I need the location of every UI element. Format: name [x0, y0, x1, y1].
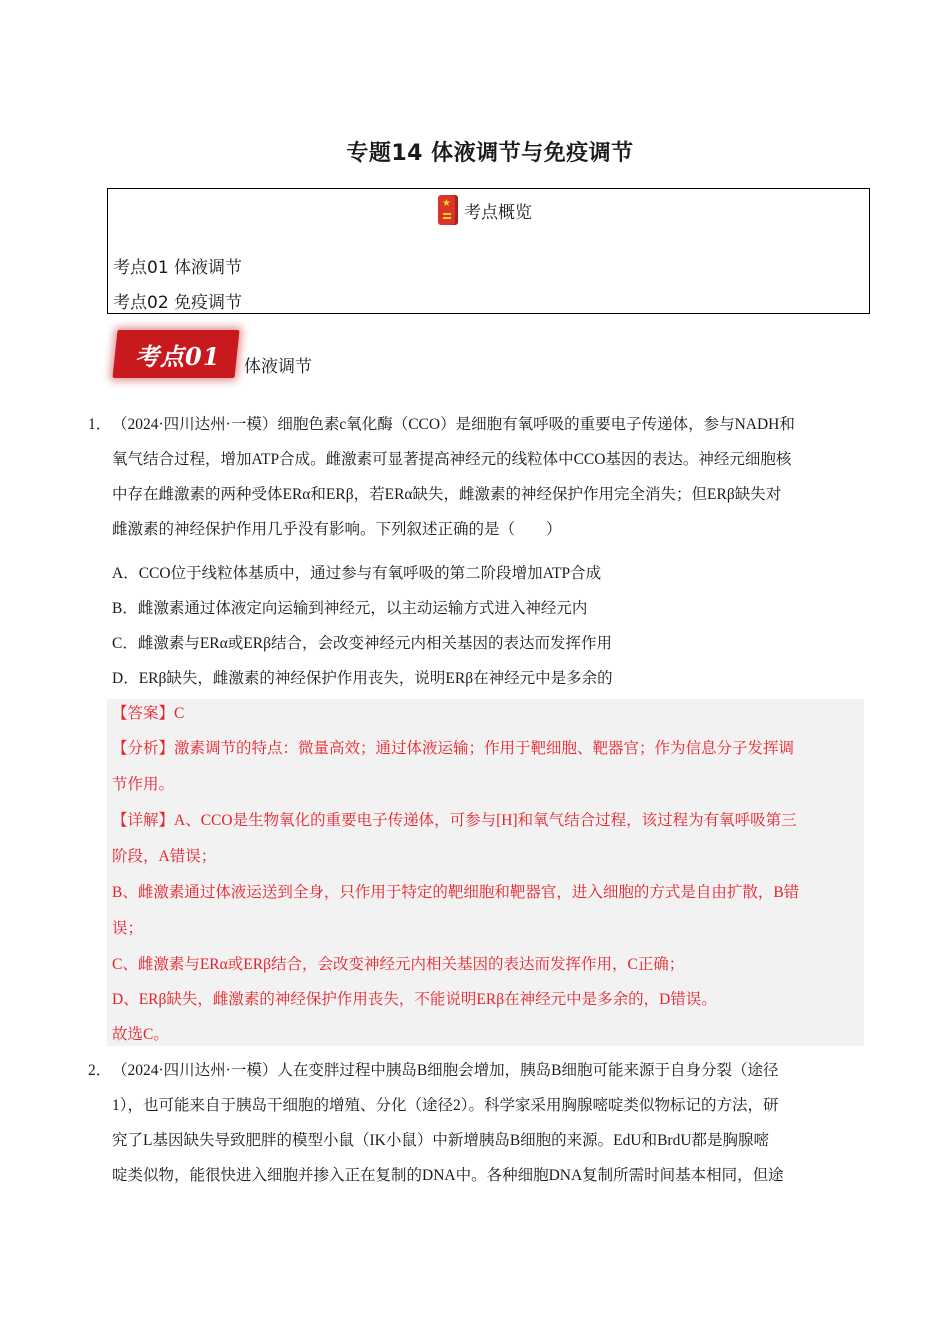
overview-header: [438, 191, 532, 225]
question-1-stem: [112, 407, 864, 547]
analysis-line: 节作用。: [112, 776, 175, 793]
detail-line: C、雌激素与ERα或ERβ结合，会改变神经元内相关基因的表达而发挥作用，C正确；: [112, 956, 685, 973]
detail-line: 【详解】A、CCO是生物氧化的重要电子传递体，可参与[H]和氧气结合过程，该过程为有氧呼吸第三: [112, 812, 797, 829]
question-line: 雌激素的神经保护作用几乎没有影响。下列叙述正确的是（ ）: [112, 521, 562, 538]
question-line: （2024·四川达州·一模）人在变胖过程中胰岛B细胞会增加，胰岛B细胞可能来源于自身分裂（途径: [112, 1062, 779, 1079]
answer-line: 【答案】C: [112, 705, 185, 722]
overview-item: 考点01 体液调节: [113, 258, 243, 278]
question-line: 究了L基因缺失导致肥胖的模型小鼠（IK小鼠）中新增胰岛B细胞的来源。EdU和BrdU都是胸腺嘧: [112, 1132, 770, 1149]
question-line: （2024·四川达州·一模）细胞色素c氧化酶（CCO）是细胞有氧呼吸的重要电子传递体，参与NADH和: [112, 416, 795, 433]
question-number: 1．: [88, 416, 112, 433]
question-2-stem: [112, 1053, 864, 1193]
question-line: 中存在雌激素的两种受体ERα和ERβ，若ERα缺失，雌激素的神经保护作用完全消失；但ERβ缺失对: [112, 486, 782, 503]
section-title: 体液调节: [244, 357, 312, 377]
option-b: B．雌激素通过体液定向运输到神经元，以主动运输方式进入神经元内: [112, 600, 588, 617]
detail-line: 阶段，A错误；: [112, 848, 217, 865]
detail-line: D、ERβ缺失，雌激素的神经保护作用丧失，不能说明ERβ在神经元中是多余的，D错误。: [112, 991, 717, 1008]
conclusion-line: 故选C。: [112, 1026, 169, 1043]
question-number: 2．: [88, 1062, 112, 1079]
section-badge-label: 考点01: [135, 342, 221, 371]
overview-box: [107, 188, 870, 314]
question-line: 氧气结合过程，增加ATP合成。雌激素可显著提高神经元的线粒体中CCO基因的表达。神经元细胞核: [112, 451, 792, 468]
overview-item: 考点02 免疫调节: [113, 293, 243, 313]
option-d: D．ERβ缺失，雌激素的神经保护作用丧失，说明ERβ在神经元中是多余的: [112, 670, 613, 687]
analysis-line: 【分析】激素调节的特点：微量高效；通过体液运输；作用于靶细胞、靶器官；作为信息分子发挥调: [112, 740, 795, 757]
question-line: 啶类似物，能很快进入细胞并掺入正在复制的DNA中。各种细胞DNA复制所需时间基本相同，但途: [112, 1167, 784, 1184]
detail-line: 误；: [112, 920, 144, 937]
overview-label: 考点概览: [464, 203, 532, 223]
question-line: 1），也可能来自于胰岛干细胞的增殖、分化（途径2）。科学家采用胸腺嘧啶类似物标记的方法，研: [112, 1097, 779, 1114]
option-c: C．雌激素与ERα或ERβ结合，会改变神经元内相关基因的表达而发挥作用: [112, 635, 612, 652]
detail-line: B、雌激素通过体液运送到全身，只作用于特定的靶细胞和靶器官，进入细胞的方式是自由扩散，B错: [112, 884, 800, 901]
page-title: 专题14 体液调节与免疫调节: [346, 141, 634, 166]
book-icon: ★: [438, 195, 458, 225]
option-a: A．CCO位于线粒体基质中，通过参与有氧呼吸的第二阶段增加ATP合成: [112, 565, 602, 582]
